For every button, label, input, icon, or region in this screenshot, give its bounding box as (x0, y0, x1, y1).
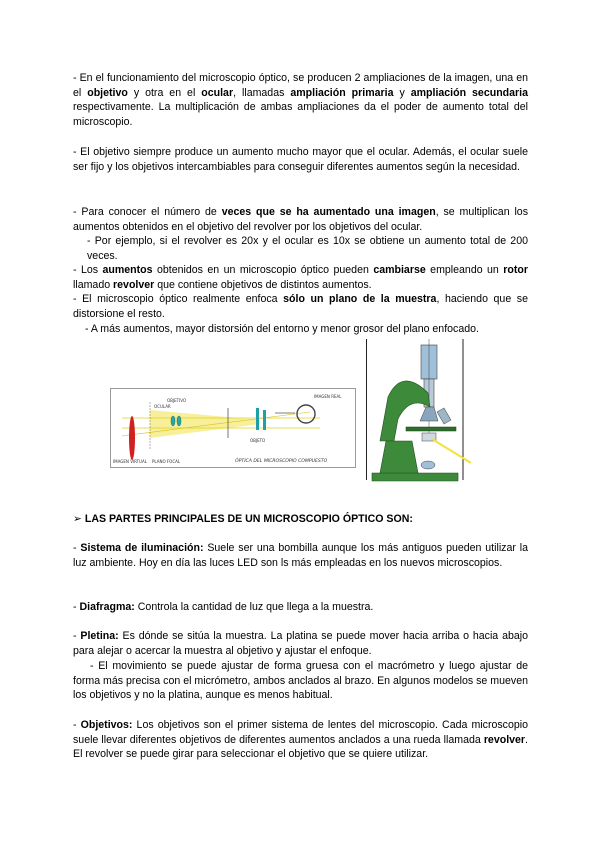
text: - Los (73, 264, 103, 276)
bold-term: revolver (483, 733, 526, 746)
diagram-caption: ÓPTICA DEL MICROSCOPIO COMPUESTO (235, 459, 328, 464)
paragraph-pletina-movimiento: - El movimiento se puede ajustar de forma gruesa con el macrómetro y luego ajustar de forma más precisa con el micrómetro, ambos anclados al brazo. En algunos modelos se mueven los objetivos y no la platina, aunque es menos habitual. (73, 660, 528, 702)
bold-term: veces que se ha aumentado una imagen (221, 206, 436, 218)
light-beam (432, 439, 471, 463)
text: , se multiplican los aumentos obtenidos en el objetivo del revolver por los objetivos del ocular. (73, 206, 528, 233)
paragraph-plano-muestra (73, 292, 528, 321)
text: Es dónde se sitúa la muestra. La platina se puede mover hacia arriba o hacia abajo para alejar o acercar la muestra al objetivo y ajustar el enfoque. (73, 630, 528, 657)
objective-lens (177, 416, 181, 426)
label-objetivo: OBJETIVO (167, 398, 187, 403)
microscope-base (372, 473, 458, 481)
bold-term: revolver (113, 278, 155, 291)
bold-term: Diafragma: (79, 601, 135, 613)
paragraph-aumentos (73, 263, 528, 292)
text: , haciendo que se distorsione el resto. (73, 293, 528, 320)
optics-diagram (110, 388, 356, 468)
paragraph-ejemplo: - Por ejemplo, si el revolver es 20x y el ocular es 10x se obtiene un aumento total de 200 veces. (87, 235, 528, 262)
label-plano-focal: PLANO FOCAL (152, 459, 181, 464)
bold-term: objetivo (87, 86, 128, 99)
bold-term: cambiarse (373, 264, 426, 276)
text: - (73, 630, 81, 642)
arrow-icon: ➢ (73, 513, 82, 525)
paragraph-distorsion: - A más aumentos, mayor distorsión del entorno y menor grosor del plano enfocado. (85, 323, 479, 335)
text: llamado (73, 278, 114, 291)
text: - (73, 601, 80, 613)
microscope-illustration (366, 335, 472, 485)
text: - (73, 719, 81, 731)
text: respectivamente. La multiplicación de ambas ampliaciones da el poder de aumento total del microscopio. (73, 101, 528, 128)
label-objeto: OBJETO (250, 438, 266, 443)
virtual-image-arrow (129, 416, 135, 460)
bold-term: Objetivos: (80, 719, 133, 731)
text: empleando un (425, 264, 504, 276)
paragraph-numero-veces (73, 205, 528, 234)
text: Suele ser una bombilla aunque los más antiguos pueden utilizar la luz ambiente. Hoy en día las luces LED son ls más empleadas en los nuevos microscopios. (73, 542, 528, 569)
bold-term: aumentos (102, 264, 153, 276)
heading-text: LAS PARTES PRINCIPALES DE UN MICROSCOPIO ÓPTICO SON: (84, 513, 413, 525)
bold-term: sólo un plano de la muestra (283, 293, 437, 305)
paragraph-iluminacion (73, 541, 528, 570)
paragraph-pletina (73, 629, 528, 658)
text: Controla la cantidad de luz que llega a la muestra. (134, 601, 374, 613)
text: - El microscopio óptico realmente enfoca (73, 293, 284, 305)
bold-term: ocular (201, 86, 234, 99)
text: - (73, 542, 81, 554)
paragraph-ampliaciones (73, 71, 528, 129)
paragraph-objetivo-ocular: - El objetivo siempre produce un aumento mucho mayor que el ocular. Además, el ocular suele ser fijo y los objetivos intercambiables para conseguir diferentes aumentos según la necesidad. (73, 146, 528, 173)
revolver-nosepiece (420, 407, 438, 421)
eyepiece-lens (256, 408, 259, 430)
text: , llamadas (233, 86, 291, 99)
stage-platform (406, 427, 456, 431)
text: . El revolver se puede girar para seleccionar el objetivo que se quiere utilizar. (73, 733, 528, 761)
mirror (421, 461, 435, 469)
paragraph-objetivos (73, 718, 528, 762)
microscope-pillar (380, 441, 418, 473)
text: y otra en el (127, 86, 202, 99)
bold-term: ampliación primaria (290, 86, 394, 99)
eyepiece-lens (263, 410, 266, 430)
text: y (393, 86, 411, 99)
label-ocular: OCULAR (154, 404, 171, 409)
text: obtenidos en un microscopio óptico pueden (152, 264, 374, 276)
bold-term: Sistema de iluminación: (80, 542, 204, 554)
text: - Para conocer el número de (73, 206, 222, 218)
objective-lens-tube (437, 408, 451, 424)
section-heading (73, 512, 528, 526)
bold-term: ampliación secundaria (410, 86, 528, 99)
objective-lens (171, 416, 175, 426)
label-imagen-real: IMAGEN REAL (314, 394, 342, 399)
microscope-arm (380, 381, 430, 441)
text: - En el funcionamiento del microscopio óptico, se producen 2 ampliaciones de la imagen, una en el (73, 72, 528, 99)
text: que contiene objetivos de distintos aumentos. (154, 278, 372, 291)
bold-term: rotor (503, 264, 528, 276)
text: Los objetivos son el primer sistema de lentes del microscopio. Cada microscopio suele llevar diferentes objetivos de diferentes aumentos anclados a una rueda llamada (73, 719, 528, 746)
paragraph-diafragma (73, 600, 528, 615)
bold-term: Pletina: (80, 630, 119, 642)
label-imagen-virtual: IMAGEN VIRTUAL (113, 459, 147, 464)
